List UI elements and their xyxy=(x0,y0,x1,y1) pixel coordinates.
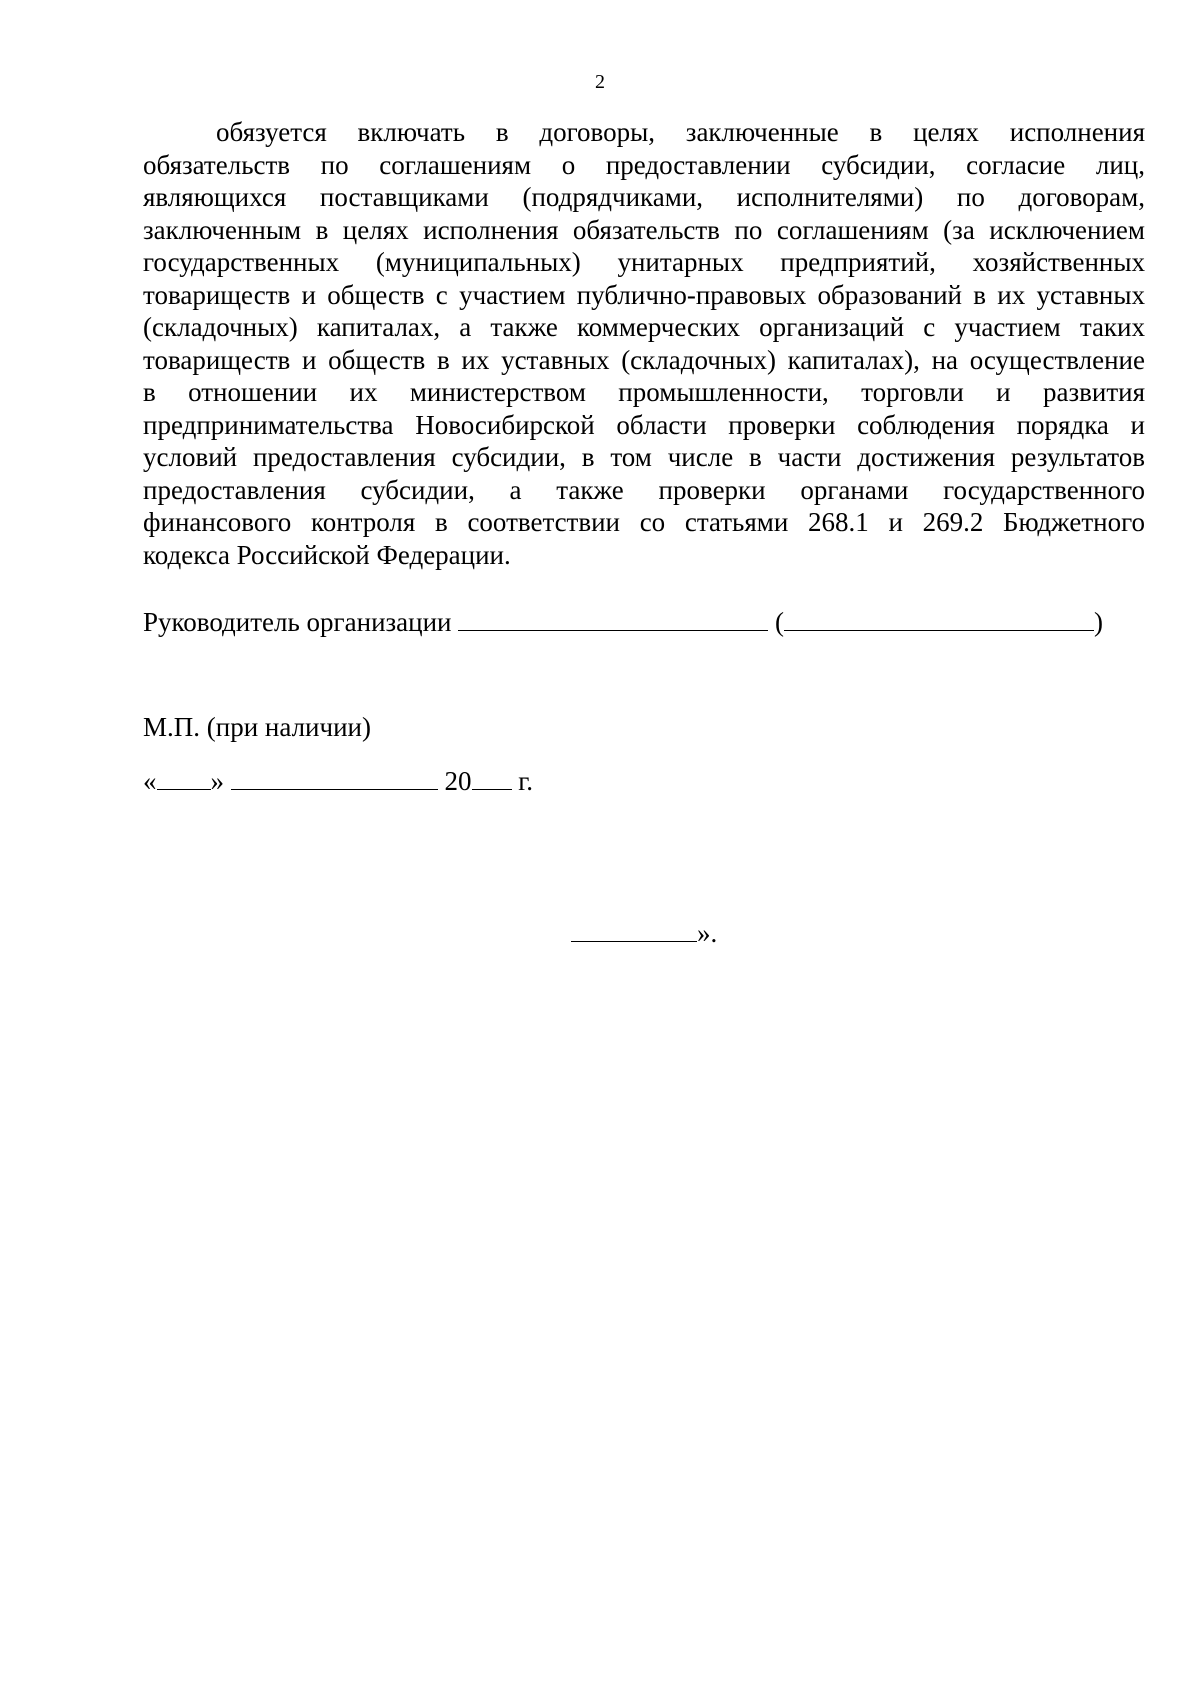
paragraph-line: предпринимательства Новосибирской области проверки соблюдения порядка и xyxy=(143,409,1145,440)
paragraph-line: товариществ и обществ в их уставных (складочных) капиталах), на осуществление xyxy=(143,344,1145,375)
paragraph-line: обязуется включать в договоры, заключенные в целях исполнения xyxy=(216,117,1145,147)
close-quote: » xyxy=(210,766,224,796)
body-paragraph xyxy=(143,116,1145,571)
paragraph-line: в отношении их министерством промышленности, торговли и развития xyxy=(143,377,1145,407)
name-blank xyxy=(784,606,1094,631)
signature-blank xyxy=(458,606,768,631)
closing-quote: ». xyxy=(697,918,718,948)
day-blank xyxy=(157,765,211,790)
signature-row xyxy=(143,606,1103,638)
open-paren: ( xyxy=(775,607,785,637)
year-blank xyxy=(472,765,512,790)
year-prefix: 20 xyxy=(444,766,472,796)
paragraph-line: являющихся поставщиками (подрядчиками, исполнителями) по договорам, xyxy=(143,182,1145,212)
paragraph-line: товариществ и обществ с участием публично-правовых образований в их уставных xyxy=(143,279,1145,310)
paragraph-line: кодекса Российской Федерации. xyxy=(143,539,511,570)
date-row xyxy=(143,765,533,797)
paragraph-line: финансового контроля в соответствии со статьями 268.1 и 269.2 Бюджетного xyxy=(143,507,1145,537)
close-paren: ) xyxy=(1094,607,1104,637)
page-number: 2 xyxy=(595,71,605,93)
signature-label: Руководитель организации xyxy=(143,607,452,637)
paragraph-line: предоставления субсидии, а также проверки органами государственного xyxy=(143,474,1145,505)
closing-blank xyxy=(571,917,697,942)
month-blank xyxy=(231,765,438,790)
paragraph-line: условий предоставления субсидии, в том числе в части достижения результатов xyxy=(143,442,1145,472)
year-suffix: г. xyxy=(518,766,534,796)
open-quote: « xyxy=(143,766,157,796)
paragraph-line: государственных (муниципальных) унитарных предприятий, хозяйственных xyxy=(143,247,1145,277)
paragraph-line: (складочных) капиталах, а также коммерческих организаций с участием таких xyxy=(143,312,1145,342)
paragraph-line: обязательств по соглашениям о предоставлении субсидии, согласие лиц, xyxy=(143,149,1145,180)
closing-row xyxy=(571,917,717,949)
paragraph-line: заключенным в целях исполнения обязательств по соглашениям (за исключением xyxy=(143,214,1145,245)
stamp-label: М.П. (при наличии) xyxy=(143,712,371,742)
